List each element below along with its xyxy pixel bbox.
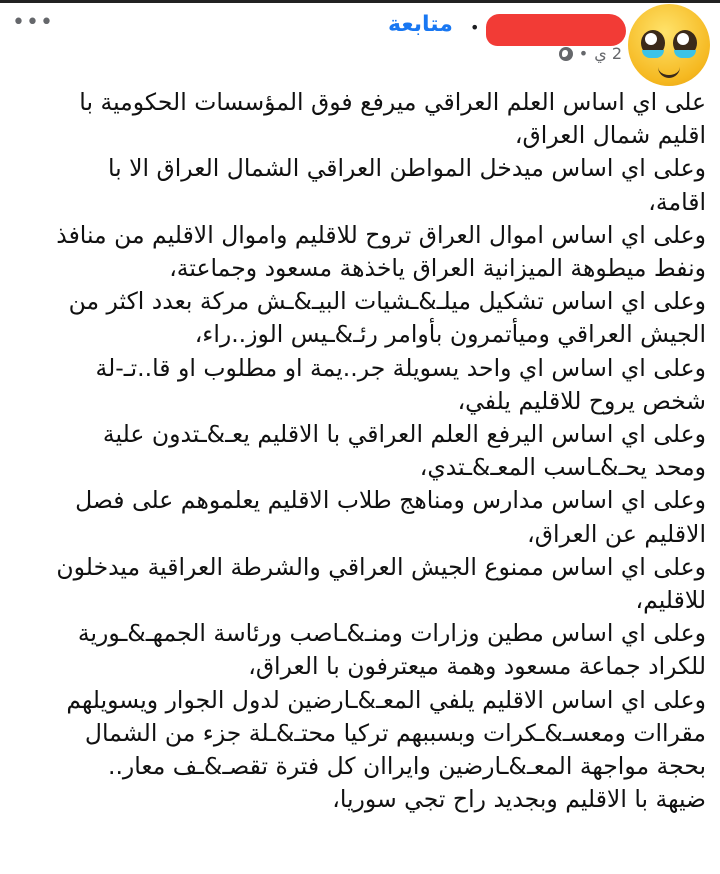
follow-button[interactable]: متابعة: [388, 12, 453, 37]
post-text-line: شخص يروح للاقليم يلفي،: [457, 386, 706, 415]
post-text-line: الاقليم عن العراق،: [527, 519, 706, 548]
separator-dot: •: [578, 44, 589, 63]
post-text-line: وعلى اي اساس ميدخل المواطن العراقي الشمال العراق الا با: [107, 154, 706, 183]
post-text: [0, 86, 706, 816]
post-meta: [559, 44, 622, 63]
post-text-line: الجيش العراقي وميأتمرون بأوامر رئـ&ـيس الوز..راء،: [194, 320, 706, 349]
post-text-line: وعلى اي اساس اموال العراق تروح للاقليم واموال الاقليم من منافذ: [56, 220, 706, 249]
post-text-line: وعلى اي اساس مطين وزارات ومنـ&ـاصب ورئاسة الجمهـ&ـورية: [77, 619, 706, 648]
avatar-mouth-icon: [658, 66, 680, 78]
post-text-line: وعلى اي اساس الاقليم يلفي المعـ&ـارضين لدول الجوار ويسويلهم: [66, 685, 706, 714]
post-text-line: اقامة،: [648, 187, 706, 216]
post-text-line: وعلى اي اساس ممنوع الجيش العراقي والشرطة العراقية ميدخلون: [56, 552, 706, 581]
post-text-line: وعلى اي اساس اليرفع العلم العراقي با الاقليم يعـ&ـتدون علية: [102, 420, 706, 449]
post-text-line: ومحد يحـ&ـاسب المعـ&ـتدي،: [419, 453, 706, 482]
post-text-line: وعلى اي اساس اي واحد يسويلة جر..يمة او مطلوب او قا..تـ-لة: [95, 353, 706, 382]
avatar-tear-icon: [674, 50, 696, 58]
redacted-author-name[interactable]: [486, 14, 626, 46]
post-text-line: للاقليم،: [635, 586, 706, 615]
post-text-line: بحجة مواجهة المعـ&ـارضين وايراان كل فترة تقصـ&ـف معار..: [107, 752, 706, 781]
post-text-line: وعلى اي اساس مدارس ومناهج طلاب الاقليم يعلموهم على فصل: [75, 486, 706, 515]
avatar-tear-icon: [642, 50, 664, 58]
post-text-line: اقليم شمال العراق،: [514, 121, 706, 150]
post-text-line: ونفط ميطوهة الميزانية العراق ياخذهة مسعود وجماعتة،: [169, 254, 706, 283]
separator-dot: •: [470, 18, 480, 37]
post-time[interactable]: 2 ي: [594, 44, 622, 63]
more-options-button[interactable]: •••: [12, 10, 54, 35]
post-text-line: وعلى اي اساس تشكيل ميلـ&ـشيات البيـ&ـش مركة بعدد اكثر من: [68, 287, 706, 316]
globe-icon[interactable]: [559, 47, 573, 61]
status-bar-edge: [0, 0, 720, 3]
post-text-line: للكراد جماعة مسعود وهمة ميعترفون با العراق،: [248, 652, 706, 681]
post-text-line: على اي اساس العلم العراقي ميرفع فوق المؤسسات الحكومية با: [79, 88, 706, 116]
post-text-line: مقراات ومعسـ&ـكرات وبسببهم تركيا محتـ&ـلة جزء من الشمال: [84, 718, 706, 747]
post-text-line: ضيهة با الاقليم وبجديد راح تجي سوريا،: [332, 785, 706, 814]
avatar[interactable]: [628, 4, 710, 86]
